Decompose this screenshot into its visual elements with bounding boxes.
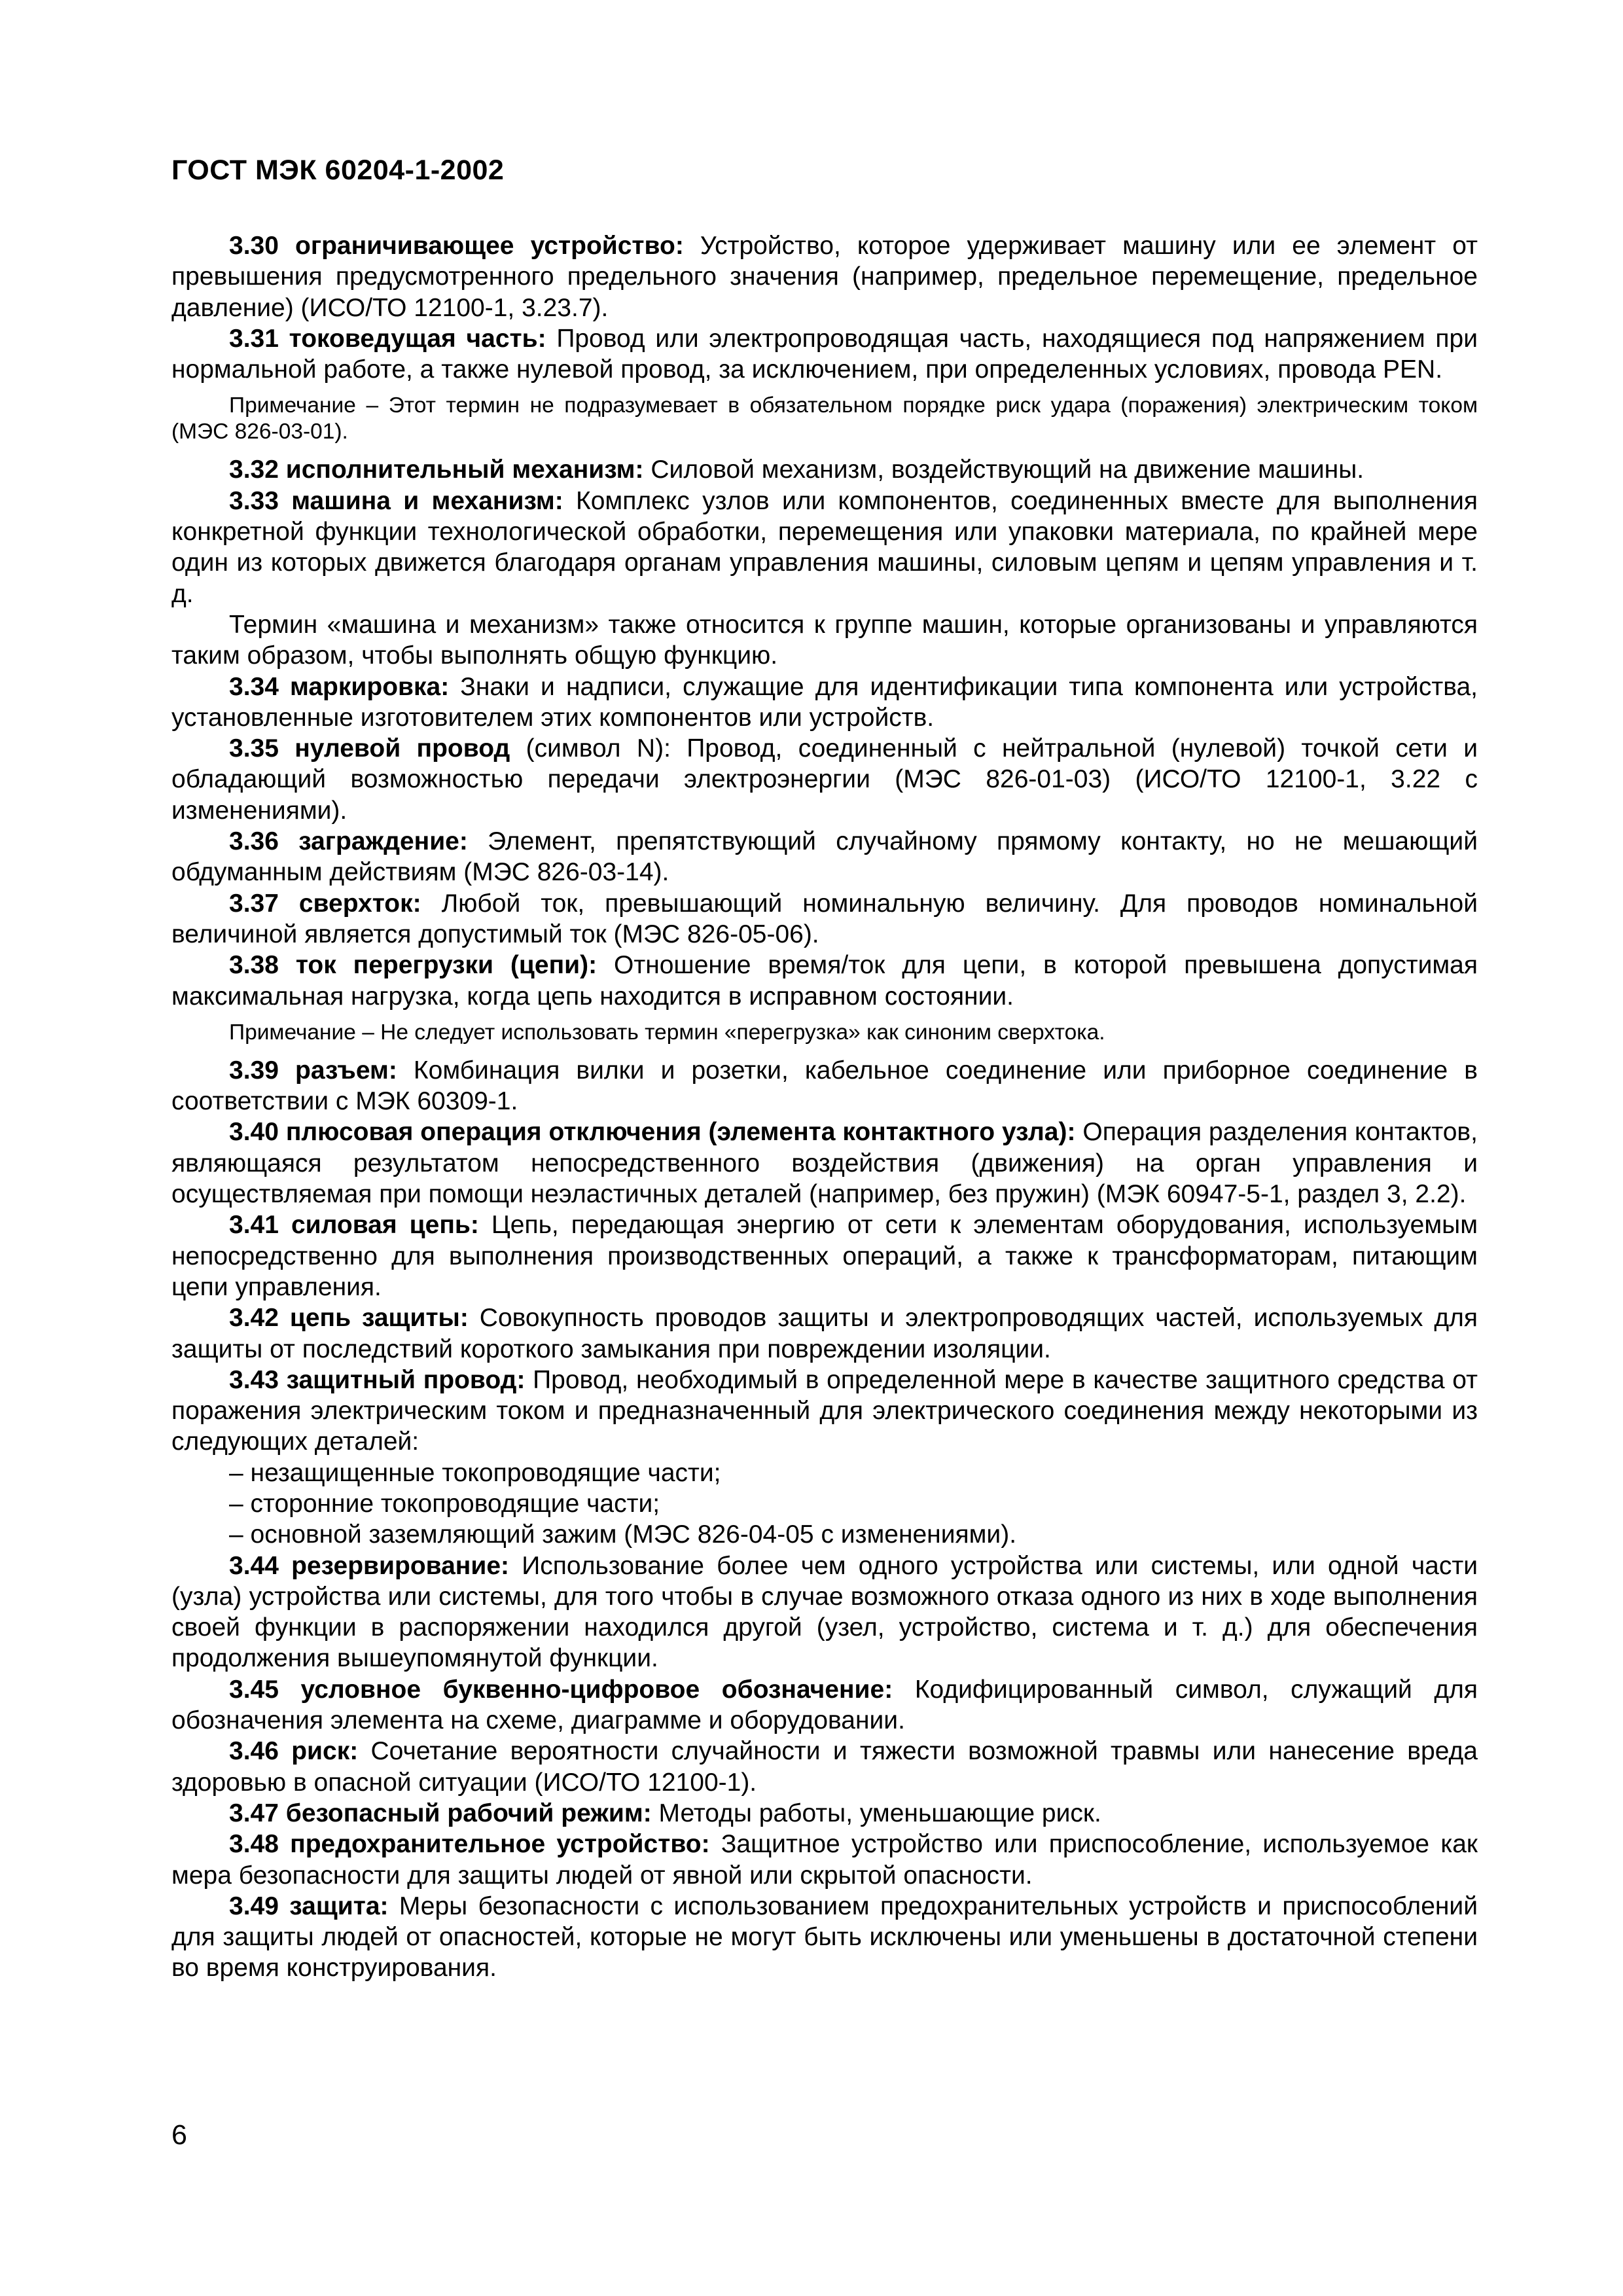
term-label: 3.39 разъем: [229, 1056, 397, 1085]
definition-paragraph [171, 1891, 1478, 1984]
term-label: 3.36 заграждение: [229, 827, 468, 856]
dash-list-item: – основной заземляющий зажим (МЭС 826-04-05 с изменениями). [229, 1520, 1017, 1549]
definition-text: Элемент, препятствующий случайному прямому контакту, но не мешающий обдуманным действиям (МЭС 826-03-14). [171, 827, 1478, 887]
definition-text: Любой ток, превышающий номинальную величину. Для проводов номинальной величиной является допустимый ток (МЭС 826-05-06). [171, 889, 1478, 948]
definition-text: Знаки и надписи, служащие для идентификации типа компонента или устройства, установленные изготовителем этих компонентов или устройств. [171, 672, 1478, 732]
definition-paragraph [171, 1302, 1478, 1365]
definition-text: Совокупность проводов защиты и электропроводящих частей, используемых для защиты от последствий короткого замыкания при повреждении изоляции. [171, 1304, 1478, 1363]
definition-text: Меры безопасности с использованием предохранительных устройств и приспособлений для защиты людей от опасностей, которые не могут быть исключены или уменьшены в достаточной степени во время конструирования. [171, 1892, 1478, 1982]
definition-text: Цепь, передающая энергию от сети к элементам оборудования, используемым непосредственно для выполнения производственных операций, а также к трансформаторам, питающим цепи управления. [171, 1211, 1478, 1301]
definition-paragraph [171, 1674, 1478, 1736]
plain-paragraph: Термин «машина и механизм» также относится к группе машин, которые организованы и управляются таким образом, чтобы выполнять общую функцию. [171, 610, 1478, 670]
term-label: 3.33 машина и механизм: [229, 486, 563, 515]
definition-paragraph [171, 672, 1478, 734]
definition-paragraph [171, 1055, 1478, 1117]
term-label: 3.30 ограничивающее устройство: [229, 232, 684, 260]
definition-paragraph [171, 486, 1478, 609]
definition-paragraph [171, 230, 1478, 323]
definition-paragraph [171, 1210, 1478, 1302]
definition-paragraph [171, 826, 1478, 888]
term-label: 3.37 сверхток: [229, 889, 421, 918]
definition-paragraph [171, 733, 1478, 826]
definition-paragraph [171, 950, 1478, 1012]
definition-paragraph [171, 1829, 1478, 1891]
note-paragraph: Примечание – Не следует использовать термин «перегрузка» как синоним сверхтока. [229, 1020, 1105, 1045]
term-label: 3.43 защитный провод: [229, 1365, 526, 1394]
definition-paragraph [171, 888, 1478, 950]
definition-text: Сочетание вероятности случайности и тяжести возможной травмы или нанесение вреда здоровью в опасной ситуации (ИСО/ТО 12100-1). [171, 1737, 1478, 1797]
definition-text: Провод или электропроводящая часть, находящиеся под напряжением при нормальной работе, а также нулевой провод, за исключением, при определенных условиях, провода PEN. [171, 324, 1478, 384]
term-label: 3.38 ток перегрузки (цепи): [229, 951, 597, 980]
definition-text: Силовой механизм, воздействующий на движение машины. [643, 456, 1364, 484]
definition-text: Комбинация вилки и розетки, кабельное соединение или приборное соединение в соответствии с МЭК 60309-1. [171, 1056, 1478, 1116]
dash-list-item: – незащищенные токопроводящие части; [229, 1458, 721, 1487]
definition-paragraph [171, 1551, 1478, 1674]
dash-list-item: – сторонние токопроводящие части; [229, 1489, 660, 1518]
definition-paragraph [171, 454, 1478, 485]
definition-paragraph [171, 1117, 1478, 1210]
definition-paragraph [171, 1736, 1478, 1798]
document-header: ГОСТ МЭК 60204-1-2002 [171, 154, 505, 186]
term-label: 3.48 предохранительное устройство: [229, 1830, 710, 1859]
term-label: 3.47 безопасный рабочий режим: [229, 1799, 652, 1827]
definition-paragraph [171, 323, 1478, 386]
definition-paragraph [171, 1365, 1478, 1458]
term-label: 3.44 резервирование: [229, 1551, 509, 1580]
definition-text: Использование более чем одного устройства или системы, или одной части (узла) устройства или системы, для того чтобы в случае возможного отказа одного из них в ходе выполнения своей функции в распоряжении находился другой (узел, устройство, система и т. д.) для обеспечения продолжения вышеупомянутой функции. [171, 1551, 1478, 1673]
term-label: 3.46 риск: [229, 1737, 359, 1766]
definition-text: Операция разделения контактов, являющаяся результатом непосредственного воздействия (движения) на орган управления и осуществляемая при помощи неэластичных деталей (например, без пружин) (МЭК 60947-5-1, раздел 3, 2.2). [171, 1118, 1478, 1209]
term-label: 3.40 плюсовая операция отключения (элемента контактного узла): [229, 1118, 1076, 1147]
definition-text: Методы работы, уменьшающие риск. [651, 1799, 1101, 1827]
definition-text: Отношение время/ток для цепи, в которой превышена допустимая максимальная нагрузка, когда цепь находится в исправном состоянии. [171, 951, 1478, 1011]
term-label: 3.31 токоведущая часть: [229, 324, 546, 353]
page-number: 6 [171, 2119, 187, 2151]
term-label: 3.34 маркировка: [229, 672, 450, 701]
term-label: 3.49 защита: [229, 1892, 389, 1920]
term-label: 3.42 цепь защиты: [229, 1304, 469, 1333]
definition-text: Защитное устройство или приспособление, используемое как мера безопасности для защиты людей от явной или скрытой опасности. [171, 1830, 1478, 1890]
term-label: 3.41 силовая цепь: [229, 1211, 479, 1240]
definition-text: Комплекс узлов или компонентов, соединенных вместе для выполнения конкретной функции технологической обработки, перемещения или упаковки материала, по крайней мере один из которых движется благодаря органам управления машины, силовым цепям и цепям управления и т. д. [171, 486, 1478, 608]
definition-text: (символ N): Провод, соединенный с нейтральной (нулевой) точкой сети и обладающий возможностью передачи электроэнергии (МЭС 826-01-03) (ИСО/ТО 12100-1, 3.22 с изменениями). [171, 734, 1478, 825]
definition-text: Устройство, которое удерживает машину или ее элемент от превышения предусмотренного предельного значения (например, предельное перемещение, предельное давление) (ИСО/ТО 12100-1, 3.23.7). [171, 232, 1478, 322]
term-label: 3.35 нулевой провод [229, 734, 510, 763]
definition-text: Кодифицированный символ, служащий для обозначения элемента на схеме, диаграмме и оборудовании. [171, 1675, 1478, 1735]
note-paragraph: Примечание – Этот термин не подразумевает в обязательном порядке риск удара (поражения) электрическим током (МЭС 826-03-01). [171, 393, 1478, 444]
definition-text: Провод, необходимый в определенной мере в качестве защитного средства от поражения электрическим током и предназначенный для электрического соединения между некоторыми из следующих деталей: [171, 1365, 1478, 1456]
term-label: 3.45 условное буквенно-цифровое обозначение: [229, 1675, 893, 1704]
document-body [171, 230, 1478, 1984]
term-label: 3.32 исполнительный механизм: [229, 456, 644, 484]
definition-paragraph [171, 1798, 1478, 1829]
